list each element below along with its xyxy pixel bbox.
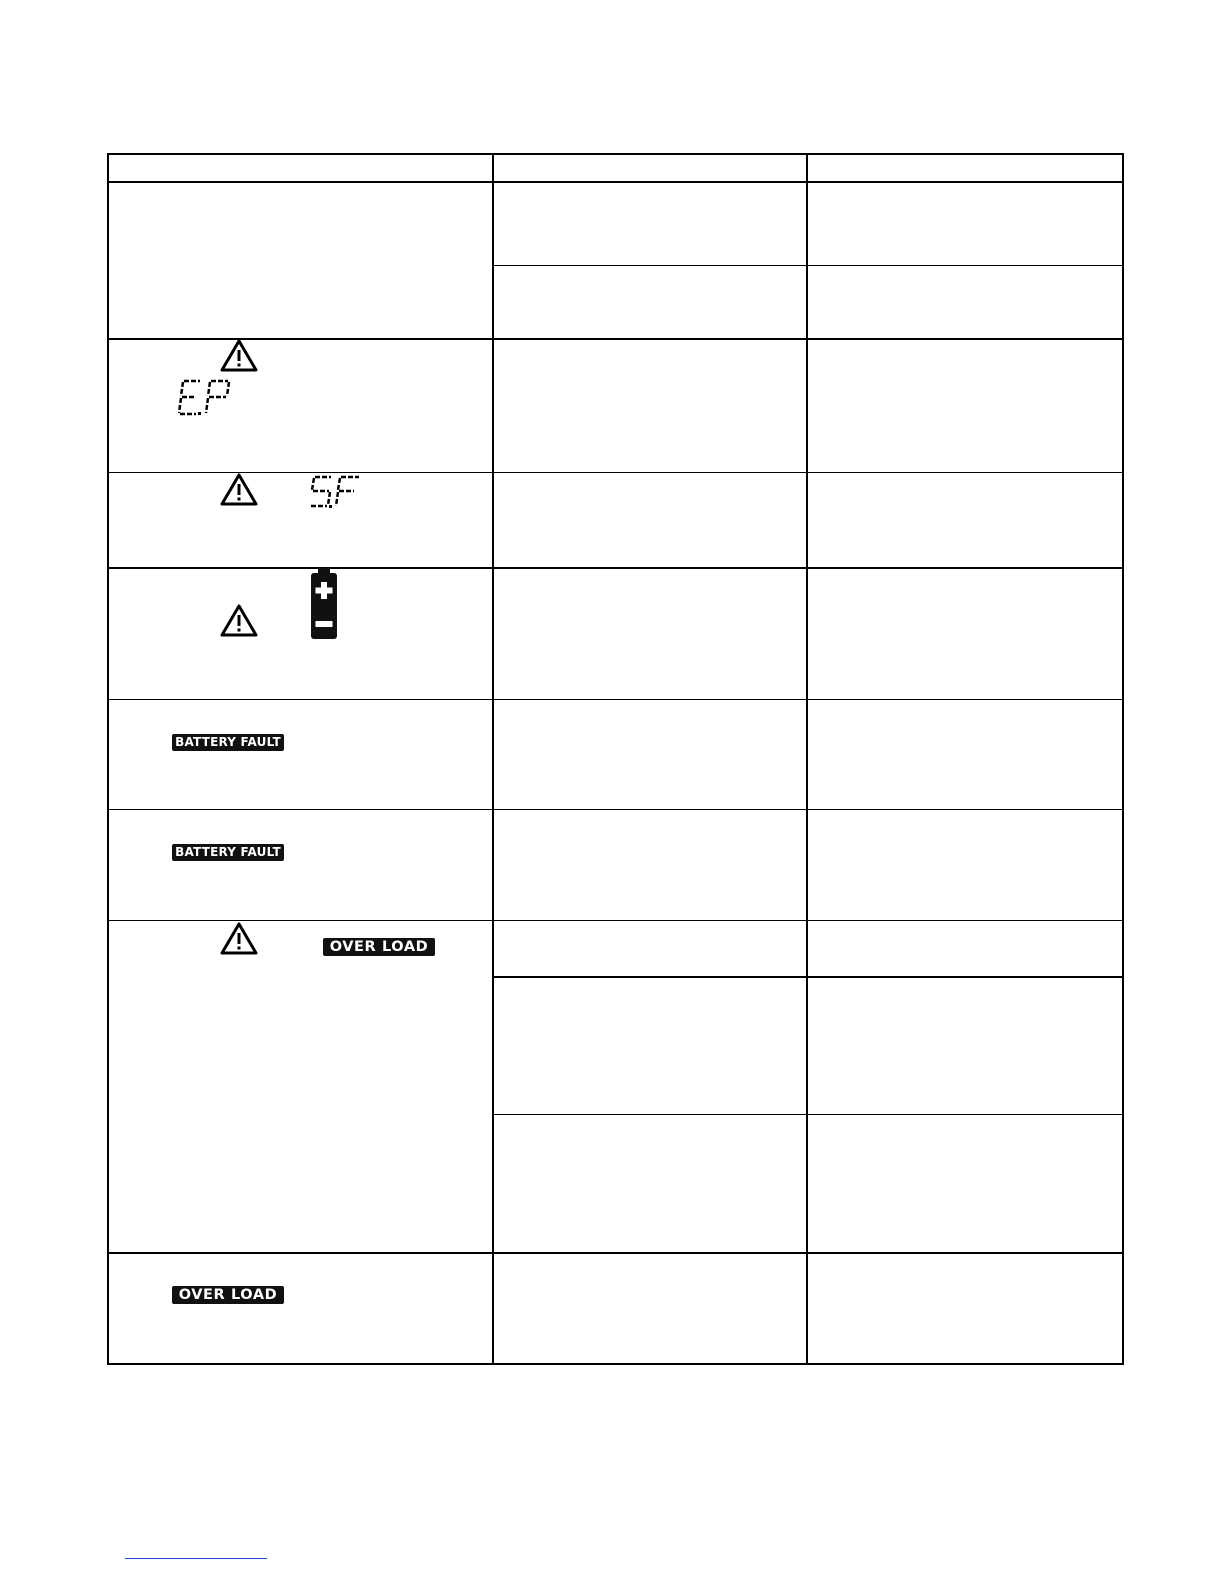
battery-icon [310,568,340,640]
row7-subdivider [493,1114,1124,1115]
row-divider [107,699,1124,700]
battery-fault-badge: BATTERY FAULT [172,734,284,751]
row-divider [107,920,1124,921]
segment-display-ep [178,378,234,418]
battery-fault-badge: BATTERY FAULT [172,844,284,861]
troubleshooting-table [107,153,1124,1365]
column-divider-1 [492,153,494,1365]
footer-link[interactable] [125,1558,267,1559]
segment-display-sf [308,474,364,512]
table-border-top [107,153,1124,155]
warning-icon [220,922,258,955]
row-divider [107,809,1124,810]
over-load-badge: OVER LOAD [172,1286,284,1304]
table-border-left [107,153,109,1365]
warning-icon [220,604,258,637]
over-load-badge: OVER LOAD [323,938,435,956]
column-divider-2 [806,153,808,1365]
row-divider [107,567,1124,569]
header-row-divider [107,181,1124,183]
warning-icon [220,473,258,506]
row1-subdivider [493,265,1124,266]
row-divider [107,1252,1124,1254]
row-divider [107,472,1124,473]
table-border-bottom [107,1363,1124,1365]
row7-subdivider [493,976,1124,978]
warning-icon [220,339,258,372]
row-divider [107,338,1124,340]
table-border-right [1122,153,1124,1365]
